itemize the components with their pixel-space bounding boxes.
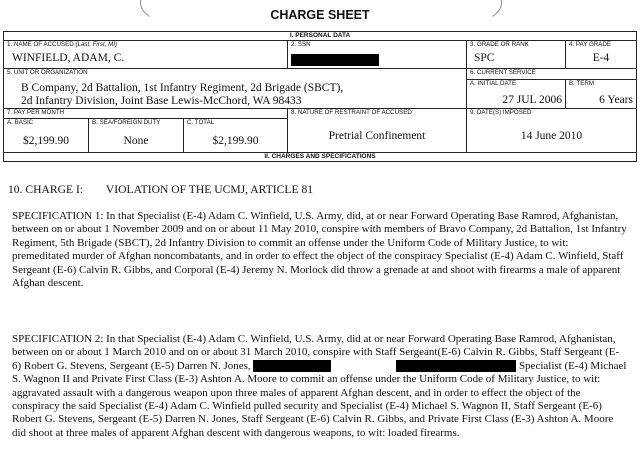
sea-cell [89,119,184,153]
pay-cell [4,109,288,119]
ssn-label: 2. SSN [291,41,311,48]
current-service-cell [467,69,637,80]
initial-date-cell [467,79,566,108]
sea-value: None [123,135,149,147]
basic-cell [4,119,89,153]
unit-label: 5. UNIT OR ORGANIZATION [7,69,88,76]
term-label: B. TERM [569,79,594,87]
imposed-value: 14 June 2010 [520,130,583,142]
sea-label: B. SEA/FOREIGN DUTY [92,119,161,126]
personal-data-table [3,31,637,162]
total-value: $2,199.90 [212,135,259,147]
name-redaction-2 [396,360,516,372]
name-hint: (Last, First, MI) [75,41,118,48]
initial-date-label: A. INITIAL DATE [470,79,517,87]
imposed-cell [467,109,637,153]
ssn-cell [288,41,467,69]
unit-line-2: 2d Infantry Division, Joint Base Lewis-McChord, WA 98433 [21,95,302,107]
specification-1: SPECIFICATION 1: In that Specialist (E-4) Adam C. Winfield, U.S. Army, did, at or near Forward Operating Base Ramrod, Afghanistan, between on or about 1 November 2009 and on or about 11 May 2010, conspire with members of Bravo Company, 2d Battalion, 1st Infantry Regiment, 5th Brigade (SBCT), 2d Infantry Division to commit an offense under the Uniform Code of Military Justice, to wit: premeditated murder of Afghan noncombatants, and in order to effect the object of the conspiracy Specialist (E-4) Adam C. Winfield, Staff Sergeant (E-6) Calvin R. Gibbs, and Corporal (E-4) Jeremy N. Morlock did throw a grenade at and shoot with firearms a male of apparent Afghan descent. [12,210,627,290]
name-cell [4,41,288,69]
basic-value: $2,199.90 [23,135,69,147]
pay-label: 7. PAY PER MONTH [7,109,65,116]
restraint-cell [288,109,467,153]
section-personal-data: I. PERSONAL DATA [4,32,637,41]
restraint-value: Pretrial Confinement [328,130,426,142]
unit-cell [4,69,467,109]
charge-heading [8,183,313,196]
paygrade-label: 4. PAY GRADE [569,41,611,48]
basic-label: A. BASIC [7,119,34,126]
specification-2-part-2: Specialist (E-4) Michael S. Wagnon II and Private First Class (E-3) Ashton A. Moore to commit an offense under the Uniform Code of Military Justice, to wit: aggravated assault with a dangerous weapon upon three males of apparent Afghan descent, and in order to effect the object of the conspiracy the said Specialist (E-4) Adam C. Winfield pulled security and Specialist (E-4) Michael S. Wagnon II, Staff Sergeant (E-6) Robert G. Stevens, Sergeant (E-5) Darren N. Jones, Staff Sergeant (E-6) Calvin R. Gibbs, and Private First Class (E-3) Ashton A. Moore did shoot at three males of apparent Afghan descent with dangerous weapons, to wit: loaded firearms. [12,359,627,439]
grade-value: SPC [474,52,495,64]
term-value: 6 Years [599,93,633,106]
specification-2-part-1: SPECIFICATION 2: In that Specialist (E-4) Adam C. Winfield, U.S. Army, did at or near Forward Operating Base Ramrod, Afghanistan, between on or about 1 March 2010 and on or about 31 March 2010, conspire with Staff Sergeant(E-6) Calvin R. Gibbs, Staff Sergeant (E-6) Robert G. Stevens, Sergeant (E-5) Darren N. Jones, [12,333,620,372]
name-redaction-1 [253,360,331,372]
term-cell [566,79,637,108]
initial-date-value: 27 JUL 2006 [502,93,562,106]
grade-label: 3. GRADE OR RANK [470,41,529,48]
imposed-label: 9. DATE(S) IMPOSED [470,109,532,116]
total-cell [184,119,288,153]
grade-cell [467,41,566,69]
section-charges: II. CHARGES AND SPECIFICATIONS [4,153,637,162]
name-label: 1. NAME OF ACCUSED [7,41,74,48]
specification-2 [12,333,627,440]
paygrade-cell [566,41,637,69]
document-title: CHARGE SHEET [270,8,370,22]
restraint-label: 8. NATURE OF RESTRAINT OF ACCUSED [291,109,412,116]
current-service-label: 6. CURRENT SERVICE [470,69,536,76]
charge-text: VIOLATION OF THE UCMJ, ARTICLE 81 [105,183,314,196]
ssn-redaction [291,54,379,66]
unit-line-1: B Company, 2d Battalion, 1st Infantry Regiment, 2d Brigade (SBCT), [21,82,344,94]
name-value: WINFIELD, ADAM, C. [12,52,125,64]
charge-number: 10. CHARGE I: [8,183,84,196]
paygrade-value: E-4 [592,52,610,64]
total-label: C. TOTAL [187,119,215,126]
